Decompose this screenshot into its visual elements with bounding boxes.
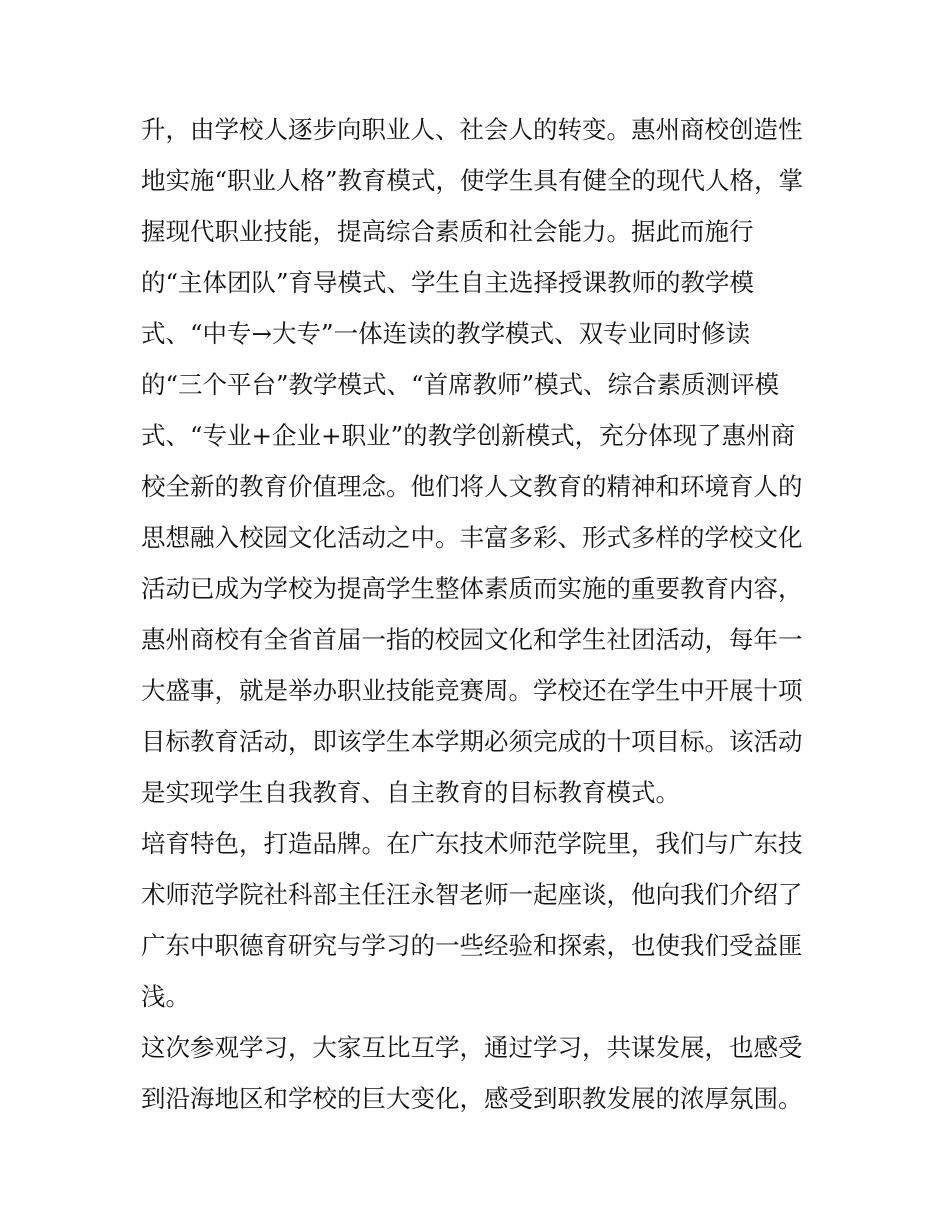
- text-line: 式、“中专→大专”一体连读的教学模式、双专业同时修读: [141, 319, 751, 348]
- text-line: 校全新的教育价值理念。他们将人文教育的精神和环境育人的: [141, 472, 803, 501]
- text-line: 大盛事，就是举办职业技能竞赛周。学校还在学生中开展十项: [141, 676, 803, 705]
- text-line: 握现代职业技能，提高综合素质和社会能力。据此而施行: [141, 217, 754, 246]
- text-line: 到沿海地区和学校的巨大变化，感受到职教发展的浓厚氛围。: [141, 1084, 803, 1113]
- text-line: 地实施“职业人格”教育模式，使学生具有健全的现代人格，掌: [141, 166, 804, 195]
- text-line: 广东中职德育研究与学习的一些经验和探索，也使我们受益匪: [141, 931, 803, 960]
- text-line: 活动已成为学校为提高学生整体素质而实施的重要教育内容，: [141, 574, 803, 603]
- text-line: 式、“专业+企业+职业”的教学创新模式，充分体现了惠州商: [141, 421, 796, 450]
- text-line: 的“主体团队”育导模式、学生自主选择授课教师的教学模: [141, 268, 755, 297]
- text-line: 惠州商校有全省首届一指的校园文化和学生社团活动，每年一: [141, 625, 803, 654]
- text-line: 目标教育活动，即该学生本学期必须完成的十项目标。该活动: [141, 727, 803, 756]
- text-line: 思想融入校园文化活动之中。丰富多彩、形式多样的学校文化: [141, 523, 803, 552]
- text-line: 浅。: [141, 982, 190, 1011]
- text-line: 术师范学院社科部主任汪永智老师一起座谈，他向我们介绍了: [141, 880, 803, 909]
- text-line: 这次参观学习，大家互比互学，通过学习，共谋发展，也感受: [141, 1033, 803, 1062]
- text-line: 升，由学校人逐步向职业人、社会人的转变。惠州商校创造性: [141, 115, 803, 144]
- text-line: 是实现学生自我教育、自主教育的目标教育模式。: [141, 778, 680, 807]
- text-line: 的“三个平台”教学模式、“首席教师”模式、综合素质测评模: [141, 370, 780, 399]
- text-line: 培育特色，打造品牌。在广东技术师范学院里，我们与广东技: [141, 829, 803, 858]
